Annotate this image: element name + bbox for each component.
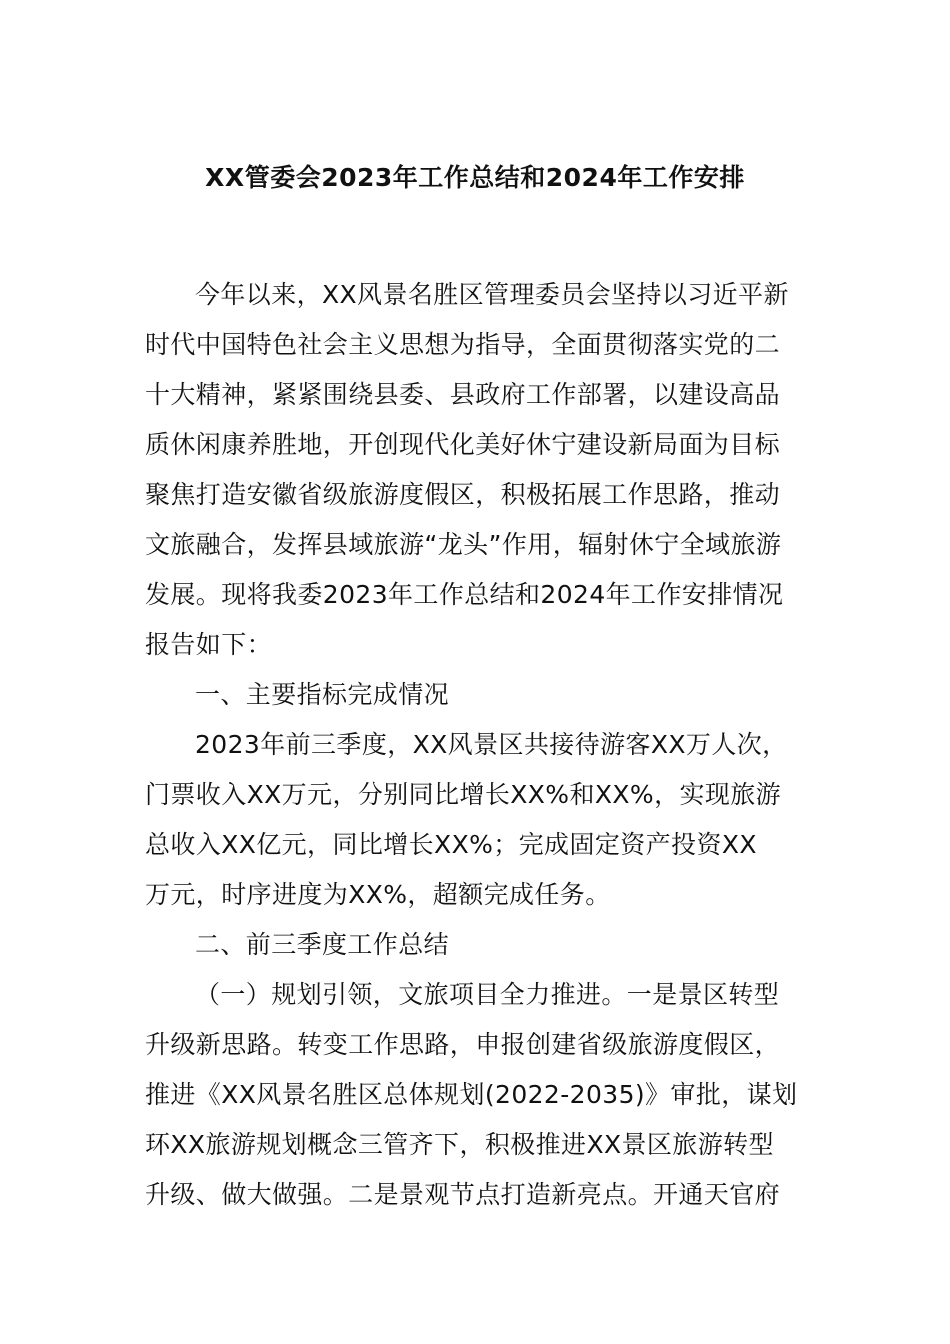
paragraph-line: 发展。现将我委2023年工作总结和2024年工作安排情况 (145, 580, 784, 609)
section-heading: 二、前三季度工作总结 (195, 930, 450, 959)
paragraph-line: 文旅融合，发挥县域旅游“龙头”作用，辐射休宁全域旅游 (145, 530, 782, 559)
paragraph-line: 升级、做大做强。二是景观节点打造新亮点。开通天官府 (145, 1180, 781, 1209)
paragraph-line: 门票收入XX万元，分别同比增长XX%和XX%，实现旅游 (145, 780, 782, 809)
paragraph-line: （一）规划引领，文旅项目全力推进。一是景区转型 (195, 980, 780, 1009)
paragraph-line: 质休闲康养胜地，开创现代化美好休宁建设新局面为目标 (145, 430, 781, 459)
paragraph-line: 升级新思路。转变工作思路，申报创建省级旅游度假区， (145, 1030, 781, 1059)
paragraph-line: 万元，时序进度为XX%，超额完成任务。 (145, 880, 611, 909)
document-title: XX管委会2023年工作总结和2024年工作安排 (205, 163, 745, 192)
section-heading: 一、主要指标完成情况 (195, 680, 450, 709)
paragraph-line: 推进《XX风景名胜区总体规划(2022-2035)》审批，谋划 (145, 1080, 798, 1109)
paragraph-line: 聚焦打造安徽省级旅游度假区，积极拓展工作思路，推动 (145, 480, 781, 509)
paragraph-line: 报告如下： (145, 630, 273, 659)
paragraph-line: 总收入XX亿元，同比增长XX%；完成固定资产投资XX (145, 830, 757, 859)
paragraph-line: 今年以来，XX风景名胜区管理委员会坚持以习近平新 (195, 280, 789, 309)
paragraph-line: 时代中国特色社会主义思想为指导，全面贯彻落实党的二 (145, 330, 781, 359)
paragraph-line: 环XX旅游规划概念三管齐下，积极推进XX景区旅游转型 (145, 1130, 774, 1159)
paragraph-line: 十大精神，紧紧围绕县委、县政府工作部署，以建设高品 (145, 380, 781, 409)
paragraph-line: 2023年前三季度，XX风景区共接待游客XX万人次， (195, 730, 788, 759)
